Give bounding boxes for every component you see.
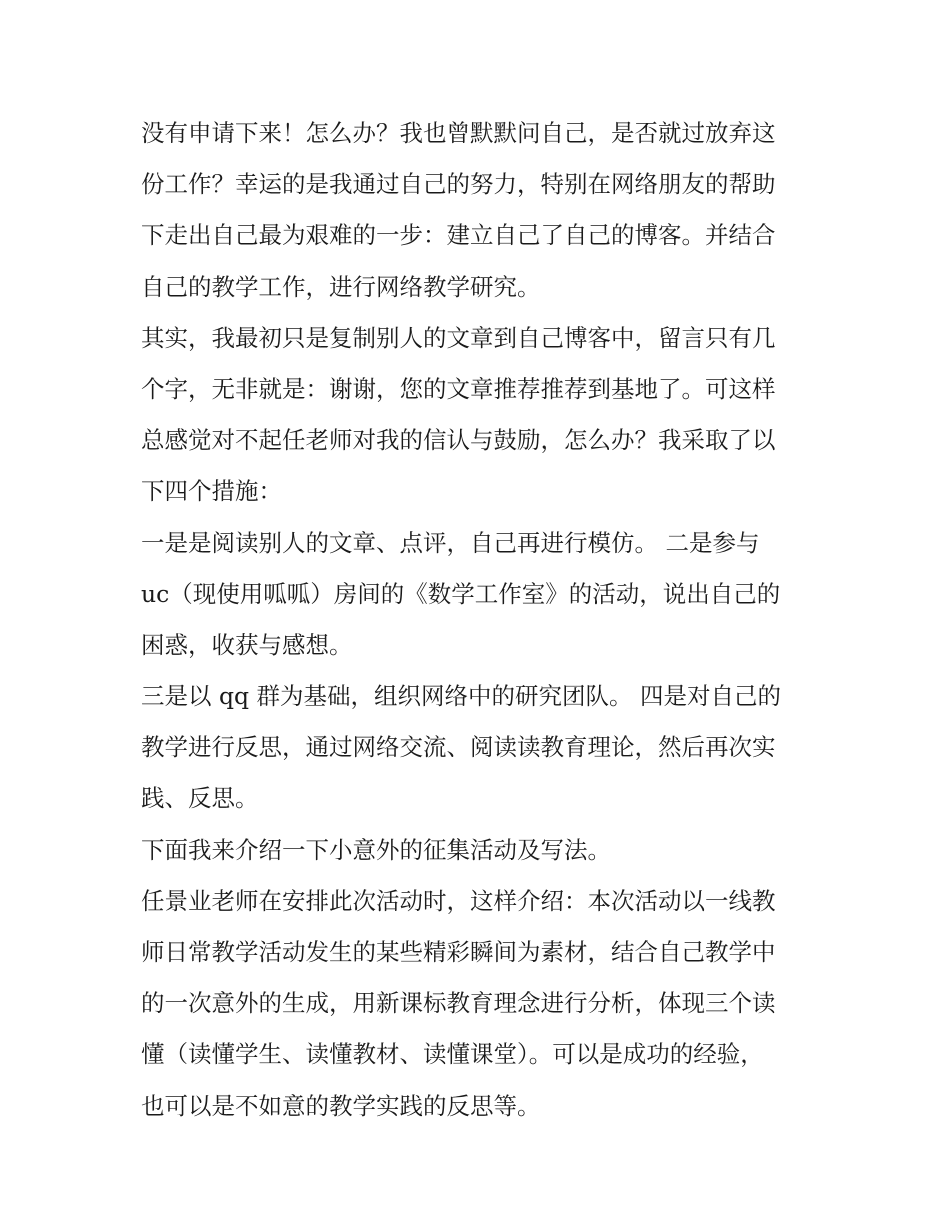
- text-line: 懂（读懂学生、读懂教材、读懂课堂）。可以是成功的经验，: [141, 1040, 764, 1069]
- body-text: [141, 108, 821, 1132]
- text-line: 下四个措施：: [141, 477, 282, 506]
- text-line: 教学进行反思，通过网络交流、阅读读教育理论，然后再次实: [141, 733, 776, 762]
- text-line: 三是以 qq 群为基础，组织网络中的研究团队。 四是对自己的: [141, 682, 781, 711]
- text-line: 下面我来介绍一下小意外的征集活动及写法。: [141, 835, 611, 864]
- text-line: 一是是阅读别人的文章、点评，自己再进行模仿。 二是参与: [141, 528, 760, 557]
- text-line: 自己的教学工作，进行网络教学研究。: [141, 272, 541, 301]
- text-line: 份工作？幸运的是我通过自己的努力，特别在网络朋友的帮助: [141, 170, 776, 199]
- text-line: 个字，无非就是：谢谢，您的文章推荐推荐到基地了。可这样: [141, 374, 776, 403]
- text-line: 没有申请下来！怎么办？我也曾默默问自己，是否就过放弃这: [141, 119, 776, 147]
- text-line: 的一次意外的生成，用新课标教育理念进行分析，体现三个读: [141, 989, 776, 1018]
- text-line: 任景业老师在安排此次活动时，这样介绍：本次活动以一线教: [141, 886, 776, 915]
- text-line: 也可以是不如意的教学实践的反思等。: [141, 1091, 541, 1120]
- text-line: 践、反思。: [141, 784, 259, 813]
- text-line: 总感觉对不起任老师对我的信认与鼓励，怎么办？我采取了以: [141, 426, 776, 455]
- text-line: 师日常教学活动发生的某些精彩瞬间为素材，结合自己教学中: [141, 938, 776, 966]
- text-line: uc（现使用呱呱）房间的《数学工作室》的活动，说出自己的: [141, 579, 781, 608]
- text-line: 其实，我最初只是复制别人的文章到自己博客中，留言只有几: [141, 323, 776, 352]
- text-line: 下走出自己最为艰难的一步：建立自己了自己的博客。并结合: [141, 221, 776, 250]
- text-line: 困惑，收获与感想。: [141, 630, 353, 659]
